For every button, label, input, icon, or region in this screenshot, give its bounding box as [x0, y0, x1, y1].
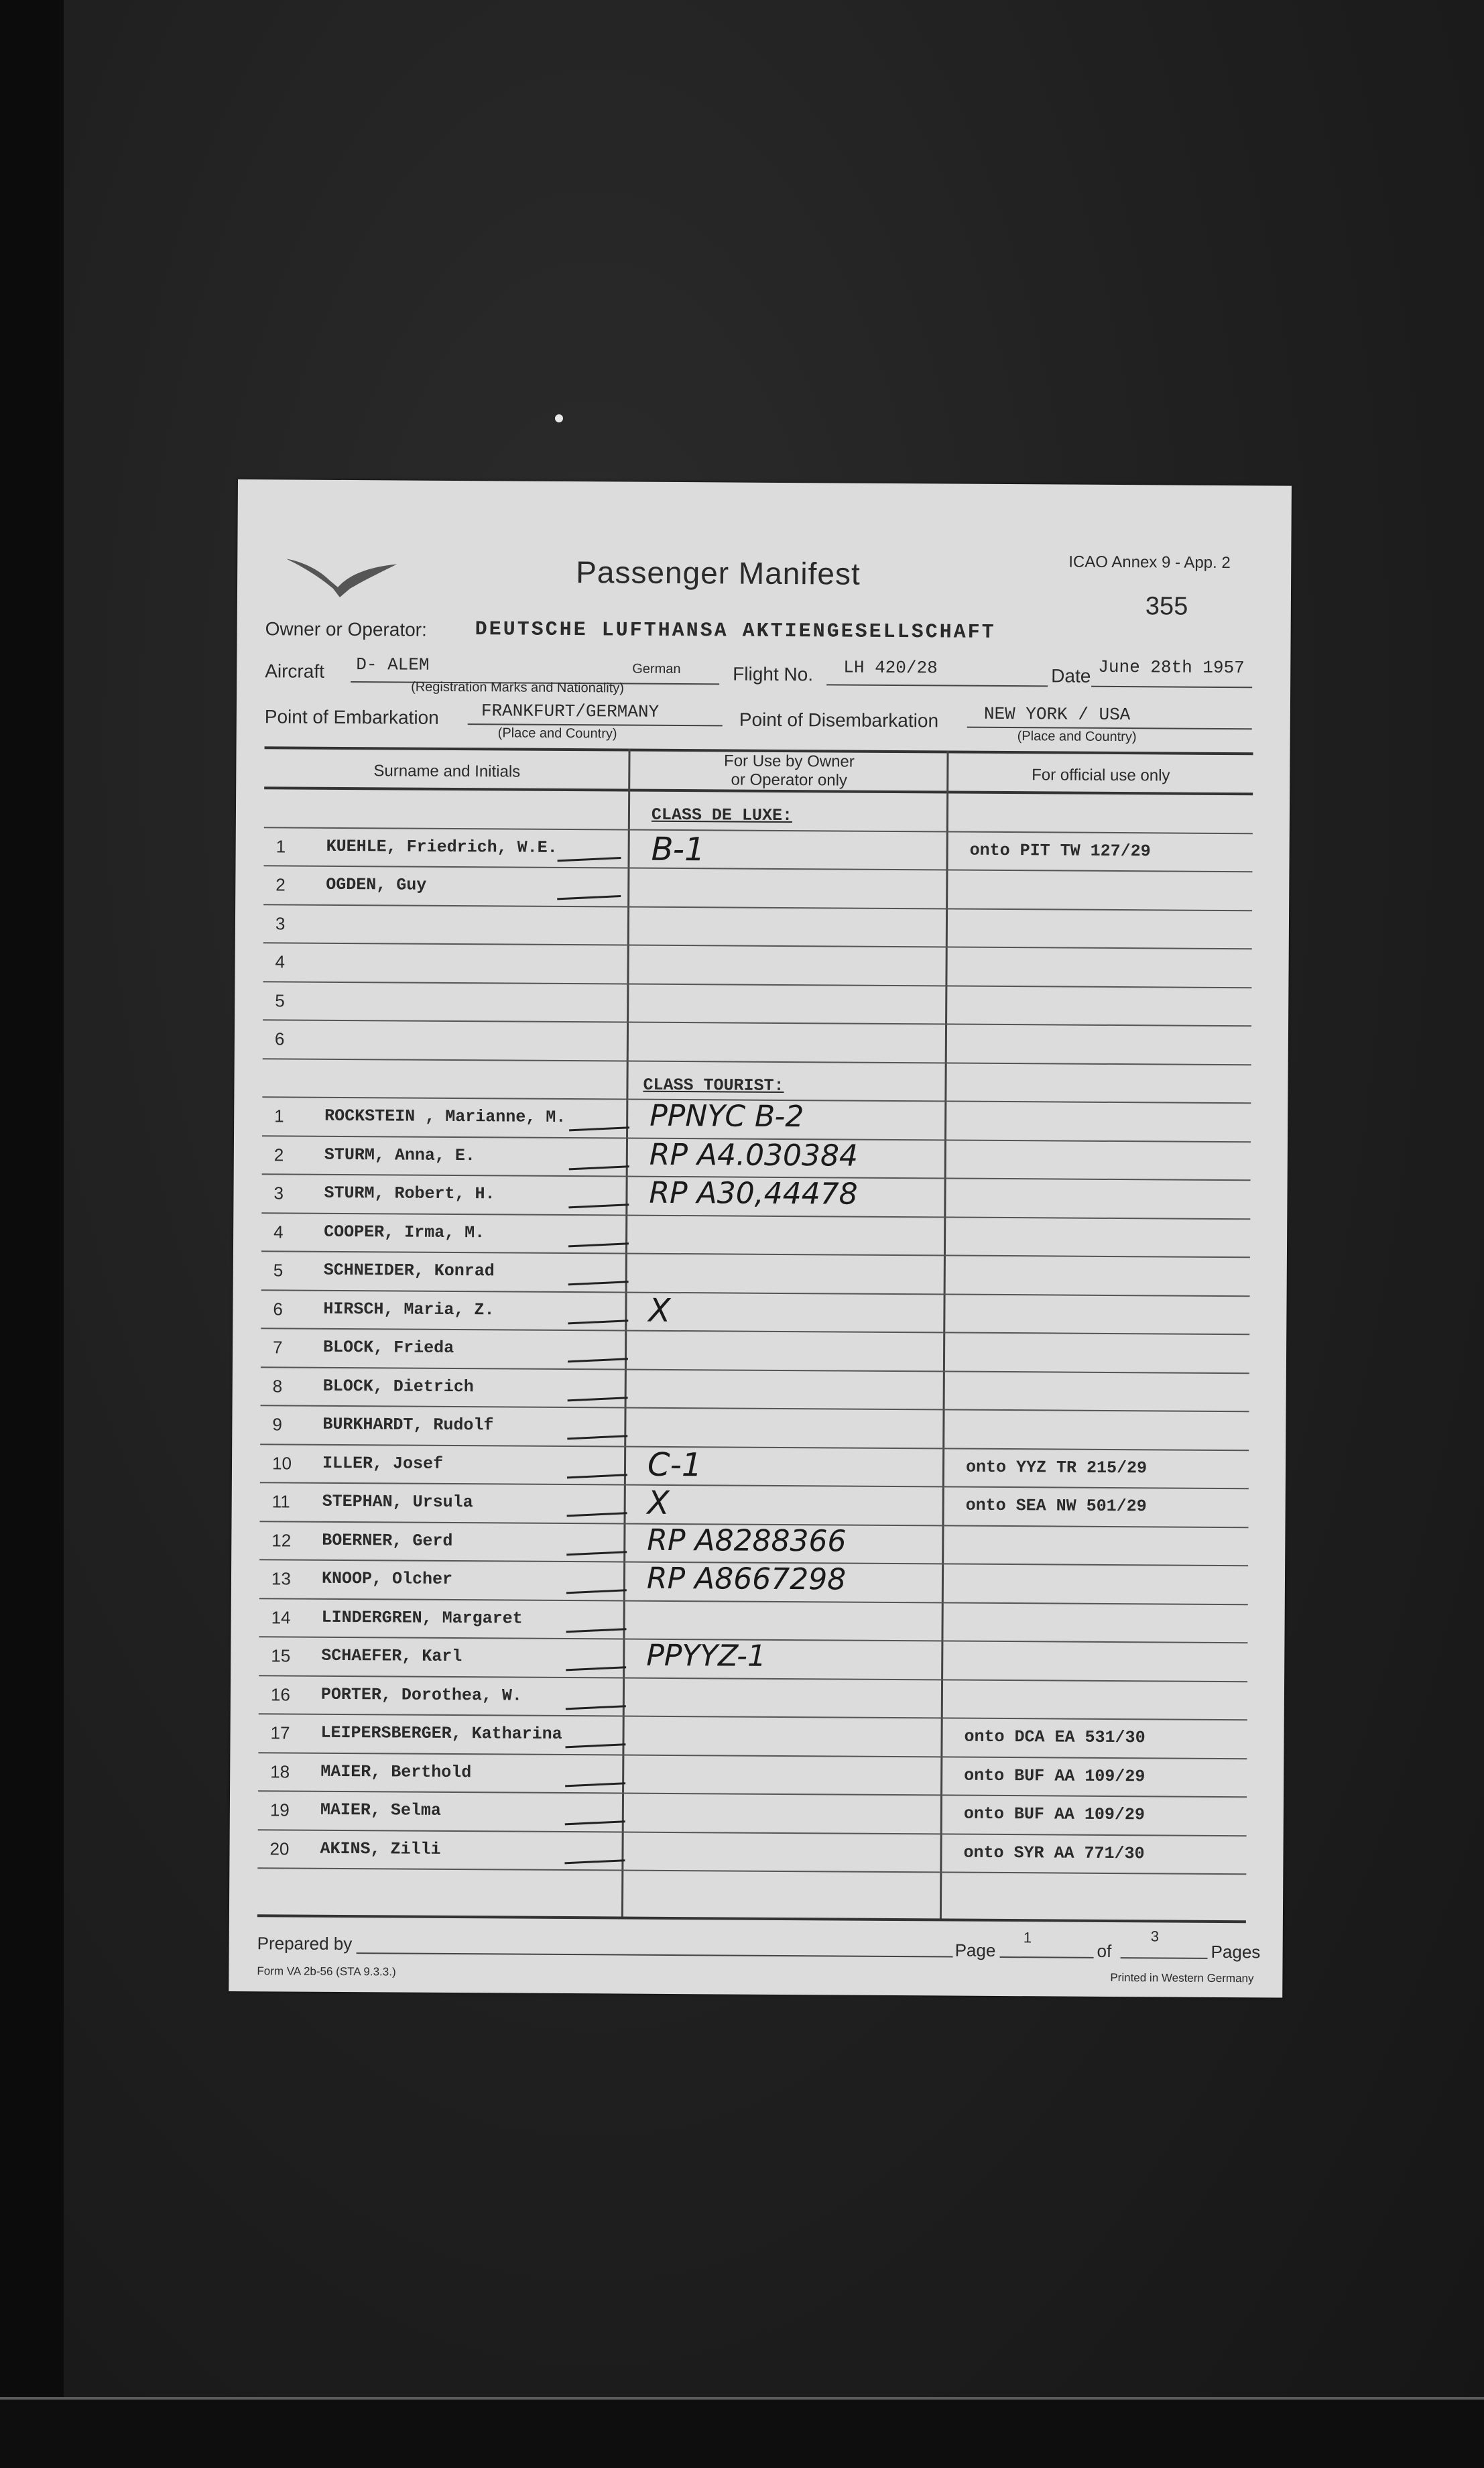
printed-note: Printed in Western Germany	[1110, 1971, 1254, 1985]
row-number: 18	[270, 1761, 290, 1782]
class-de-luxe-header: CLASS DE LUXE:	[651, 805, 793, 826]
row-divider	[258, 1829, 1247, 1836]
embarkation-label: Point of Embarkation	[264, 706, 439, 728]
row-number: 3	[273, 1183, 284, 1203]
check-mark	[567, 1435, 627, 1439]
row-number: 9	[272, 1414, 282, 1435]
passenger-name: AKINS, Zilli	[320, 1838, 441, 1859]
row-number: 15	[271, 1645, 291, 1666]
check-mark	[566, 1705, 626, 1710]
check-mark	[568, 1242, 629, 1247]
film-edge-bottom	[0, 2397, 1484, 2468]
row-number: 20	[269, 1838, 290, 1859]
handwritten-note: PPYYZ-1	[646, 1638, 767, 1673]
row-divider	[259, 1598, 1248, 1605]
row-number: 1	[274, 1106, 284, 1126]
check-mark	[569, 1126, 629, 1131]
handwritten-note: RP A8288366	[647, 1523, 847, 1559]
page-underline	[1000, 1956, 1094, 1958]
aircraft-value: D- ALEM	[356, 654, 430, 675]
flight-number-label: Flight No.	[733, 663, 814, 685]
check-mark	[566, 1551, 627, 1555]
row-divider	[263, 1019, 1251, 1026]
row-number: 7	[273, 1337, 283, 1358]
handwritten-note: RP A8667298	[646, 1561, 847, 1597]
row-divider	[261, 1289, 1250, 1297]
check-mark	[569, 1165, 629, 1170]
of-label: of	[1097, 1940, 1112, 1962]
film-edge-left	[0, 0, 64, 2465]
official-entry: onto BUF AA 109/29	[964, 1765, 1146, 1786]
passenger-name: SCHAEFER, Karl	[321, 1645, 462, 1667]
row-divider	[257, 1867, 1246, 1875]
handwritten-note: RP A30,44478	[649, 1175, 858, 1212]
row-number: 5	[275, 990, 285, 1010]
check-mark	[566, 1628, 627, 1633]
crane-logo-icon	[283, 546, 404, 601]
official-entry: onto BUF AA 109/29	[963, 1804, 1145, 1825]
passenger-name: ILLER, Josef	[322, 1453, 444, 1474]
row-divider	[263, 942, 1252, 949]
row-number: 6	[273, 1298, 284, 1319]
of-underline	[1121, 1957, 1208, 1959]
row-number: 4	[275, 951, 286, 972]
passenger-name: MAIER, Berthold	[320, 1761, 472, 1782]
row-divider	[264, 827, 1253, 834]
handwritten-note: X	[648, 1291, 671, 1330]
row-divider	[263, 981, 1251, 988]
passenger-name: PORTER, Dorothea, W.	[320, 1684, 523, 1706]
check-mark	[568, 1358, 628, 1362]
row-number: 17	[270, 1722, 290, 1743]
handwritten-note: B-1	[651, 830, 705, 868]
handwritten-note: PPNYC B-2	[650, 1098, 804, 1134]
passenger-name: KNOOP, Olcher	[321, 1568, 453, 1589]
check-mark	[564, 1859, 625, 1864]
official-entry: onto DCA EA 531/30	[964, 1726, 1146, 1748]
row-number: 12	[271, 1529, 292, 1551]
passenger-name: BLOCK, Dietrich	[322, 1376, 474, 1397]
row-divider	[261, 1212, 1250, 1220]
dust-speck	[555, 414, 563, 422]
row-number: 19	[269, 1800, 290, 1820]
row-divider	[261, 1366, 1249, 1374]
row-divider	[260, 1482, 1249, 1489]
official-column-header: For official use only	[1032, 766, 1170, 785]
passenger-name: STEPHAN, Ursula	[322, 1491, 473, 1513]
date-underline	[1091, 686, 1252, 688]
passenger-name: COOPER, Irma, M.	[324, 1222, 485, 1242]
passenger-name: KUEHLE, Friedrich, W.E.	[326, 836, 558, 858]
row-divider	[263, 1058, 1251, 1065]
row-number: 2	[275, 874, 286, 895]
passenger-name: BURKHARDT, Rudolf	[322, 1414, 494, 1435]
row-number: 11	[271, 1491, 290, 1512]
passenger-name: MAIER, Selma	[320, 1800, 441, 1820]
embarkation-value: FRANKFURT/GERMANY	[481, 701, 660, 722]
row-number: 4	[273, 1221, 284, 1242]
official-entry: onto PIT TW 127/29	[969, 840, 1151, 861]
table-bottom-border	[257, 1914, 1246, 1923]
check-mark	[558, 857, 621, 862]
check-mark	[567, 1474, 627, 1478]
row-divider	[263, 865, 1252, 872]
owner-value: DEUTSCHE LUFTHANSA AKTIENGESELLSCHAFT	[475, 618, 996, 644]
flight-underline	[826, 684, 1048, 687]
passenger-name: BLOCK, Frieda	[323, 1337, 454, 1358]
prepared-by-underline	[357, 1952, 953, 1957]
row-divider	[261, 1250, 1250, 1258]
row-number: 6	[274, 1029, 285, 1049]
surname-column-header: Surname and Initials	[373, 762, 521, 781]
check-mark	[568, 1397, 628, 1401]
row-divider	[260, 1444, 1249, 1451]
row-divider	[261, 1405, 1249, 1412]
registration-note: (Registration Marks and Nationality)	[411, 679, 625, 696]
nationality-value: German	[632, 661, 681, 677]
check-mark	[565, 1782, 625, 1787]
official-entry: onto SEA NW 501/29	[965, 1495, 1147, 1517]
manifest-page	[229, 479, 1292, 1998]
page-title: Passenger Manifest	[576, 554, 861, 591]
row-divider	[261, 1328, 1249, 1335]
embarkation-note: (Place and Country)	[497, 725, 617, 742]
disembarkation-note: (Place and Country)	[1017, 729, 1137, 745]
row-number: 5	[273, 1260, 284, 1281]
row-number: 13	[271, 1568, 291, 1589]
row-divider	[259, 1713, 1247, 1720]
row-number: 3	[275, 913, 286, 933]
class-tourist-header: CLASS TOURIST:	[643, 1075, 784, 1096]
check-mark	[566, 1589, 627, 1594]
row-number: 14	[271, 1606, 291, 1628]
passenger-name: LEIPERSBERGER, Katharina	[320, 1722, 562, 1744]
disembarkation-label: Point of Disembarkation	[739, 709, 939, 731]
owner-label: Owner or Operator:	[265, 618, 427, 640]
check-mark	[566, 1666, 626, 1671]
check-mark	[568, 1281, 629, 1285]
flight-number-value: LH 420/28	[843, 657, 938, 679]
total-pages: 3	[1150, 1928, 1160, 1945]
row-number: 10	[271, 1452, 292, 1474]
annex-label: ICAO Annex 9 - App. 2	[1068, 552, 1231, 573]
pages-label: Pages	[1211, 1941, 1261, 1962]
row-number: 2	[273, 1144, 284, 1165]
row-number: 1	[275, 835, 286, 856]
check-mark	[557, 895, 621, 900]
row-number: 8	[272, 1375, 283, 1396]
aircraft-label: Aircraft	[265, 660, 325, 682]
passenger-name: STURM, Robert, H.	[324, 1183, 495, 1204]
passenger-name: STURM, Anna, E.	[324, 1144, 475, 1165]
official-entry: onto YYZ TR 215/29	[965, 1457, 1148, 1478]
disembarkation-value: NEW YORK / USA	[983, 703, 1131, 725]
page-label: Page	[954, 1940, 996, 1960]
handwritten-note: RP A4.030384	[649, 1137, 859, 1173]
page-number: 1	[1023, 1929, 1032, 1946]
row-number: 16	[270, 1684, 290, 1705]
official-entry: onto SYR AA 771/30	[963, 1842, 1145, 1863]
passenger-name: BOERNER, Gerd	[322, 1530, 453, 1551]
check-mark	[568, 1319, 628, 1324]
document-number: 355	[1145, 592, 1188, 621]
date-value: June 28th 1957	[1098, 656, 1245, 679]
prepared-by-label: Prepared by	[257, 1933, 353, 1954]
row-divider	[258, 1752, 1247, 1759]
row-divider	[258, 1790, 1247, 1798]
check-mark	[565, 1743, 625, 1748]
row-divider	[263, 904, 1252, 911]
passenger-name: ROCKSTEIN , Marianne, M.	[324, 1106, 566, 1128]
handwritten-note: C-1	[647, 1446, 702, 1484]
owner-column-header: For Use by Owner or Operator only	[724, 752, 855, 790]
form-number: Form VA 2b-56 (STA 9.3.3.)	[257, 1964, 396, 1979]
check-mark	[568, 1203, 629, 1208]
passenger-name: HIRSCH, Maria, Z.	[323, 1299, 495, 1319]
column-divider-2	[940, 750, 949, 1920]
date-label: Date	[1051, 665, 1091, 687]
check-mark	[565, 1820, 625, 1825]
row-divider	[259, 1675, 1247, 1682]
passenger-name: SCHNEIDER, Konrad	[323, 1260, 495, 1281]
handwritten-note: X	[647, 1484, 670, 1522]
check-mark	[567, 1512, 627, 1517]
passenger-name: LINDERGREN, Margaret	[321, 1607, 523, 1629]
passenger-name: OGDEN, Guy	[326, 874, 427, 895]
